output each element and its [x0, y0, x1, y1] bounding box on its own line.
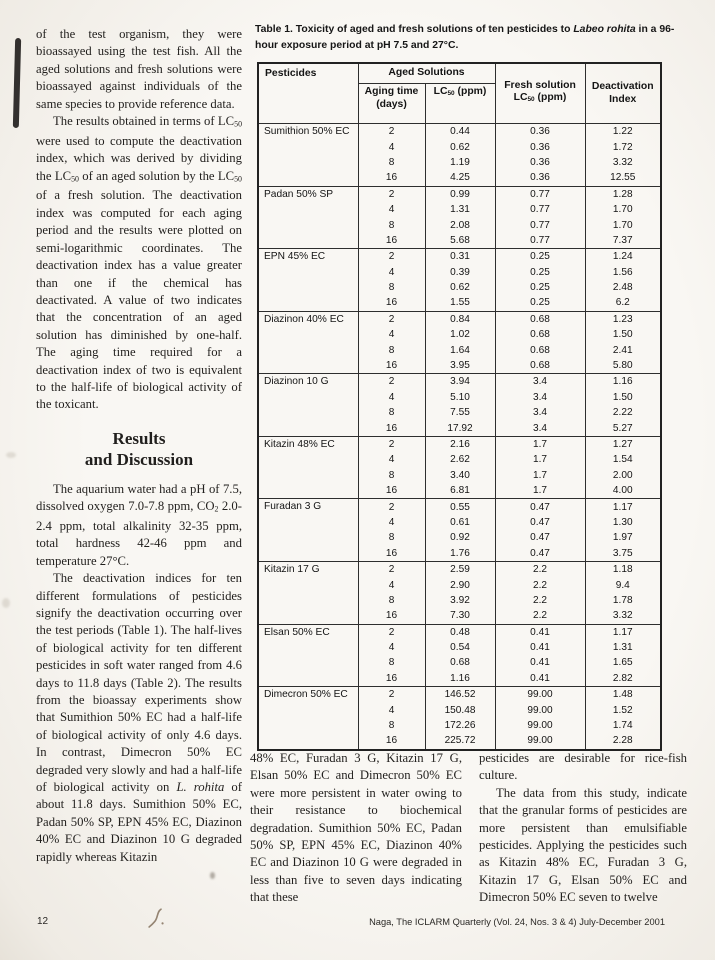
value-cell: 2 [358, 124, 425, 140]
pesticide-name-cell: Elsan 50% EC [258, 624, 358, 687]
value-cell: 0.47 [495, 499, 585, 515]
value-cell: 2.22 [585, 405, 661, 420]
value-cell: 8 [358, 342, 425, 357]
value-cell: 172.26 [425, 718, 495, 733]
scan-smudge [6, 452, 16, 458]
value-cell: 2.2 [495, 561, 585, 577]
value-cell: 1.50 [585, 327, 661, 342]
value-cell: 2.62 [425, 452, 495, 467]
pesticide-name-cell: Dimecron 50% EC [258, 687, 358, 750]
value-cell: 146.52 [425, 687, 495, 703]
value-cell: 0.77 [495, 217, 585, 232]
value-cell: 1.31 [585, 640, 661, 655]
value-cell: 4 [358, 265, 425, 280]
value-cell: 16 [358, 233, 425, 249]
value-cell: 0.61 [425, 515, 495, 530]
header-deactivation-index [585, 63, 661, 124]
body-paragraph: of the test organism, they were bioassayed using the test fish. All the aged solutions and fresh solutions were bioassayed against individuals of the same species to provide reference data. [36, 27, 242, 111]
table-header [258, 63, 661, 124]
value-cell: 0.92 [425, 530, 495, 545]
value-cell: 1.76 [425, 546, 495, 562]
value-cell: 16 [358, 546, 425, 562]
header-aged-lc50 [425, 84, 495, 124]
value-cell: 0.47 [495, 546, 585, 562]
value-cell: 4 [358, 640, 425, 655]
value-cell: 8 [358, 593, 425, 608]
value-cell: 8 [358, 718, 425, 733]
value-cell: 17.92 [425, 420, 495, 436]
value-cell: 1.24 [585, 249, 661, 265]
value-cell: 0.41 [495, 655, 585, 670]
value-cell: 2.59 [425, 561, 495, 577]
section-heading: Results and Discussion [84, 428, 194, 469]
value-cell: 1.52 [585, 702, 661, 717]
header-fresh-solution [495, 63, 585, 124]
value-cell: 0.77 [495, 233, 585, 249]
value-cell: 0.48 [425, 624, 495, 640]
value-cell: 16 [358, 170, 425, 186]
body-paragraph: The results obtained in terms of LC50 were used to compute the deactivation index, which was derived by dividing the LC50 of an aged solution by the LC50 of a fresh solution. The deactivation index was computed for each aging period and the results were plotted on semi-logarithmic coordinates. The deactivation index has a value greater than one if the chemical has deactivated. A value of two indicates that the concentration of an aged solution has diminished by one-half. The aging time required for a deactivation index of two is equivalent to the half-life of biological activity of the toxicant. [36, 114, 242, 412]
value-cell: 1.16 [585, 374, 661, 390]
value-cell: 3.4 [495, 374, 585, 390]
value-cell: 16 [358, 295, 425, 311]
value-cell: 1.7 [495, 436, 585, 452]
value-cell: 1.54 [585, 452, 661, 467]
value-cell: 7.37 [585, 233, 661, 249]
header-aging-line2: (days) [376, 98, 407, 110]
value-cell: 1.17 [585, 499, 661, 515]
header-aged-solutions: Aged Solutions [358, 63, 495, 84]
value-cell: 8 [358, 217, 425, 232]
value-cell: 0.62 [425, 280, 495, 295]
body-paragraph: 48% EC, Furadan 3 G, Kitazin 17 G, Elsan 50% EC and Dimecron 50% EC were more persistent in water owing to their resistance to biochemical degradation. Sumithion 50% EC, Padan 50% SP, EPN 45% EC, Diazinon 40% EC and Diazinon 10 G were degraded in less than five to seven days indicating that these [250, 751, 462, 905]
value-cell: 1.97 [585, 530, 661, 545]
value-cell: 3.94 [425, 374, 495, 390]
value-cell: 8 [358, 405, 425, 420]
value-cell: 0.54 [425, 640, 495, 655]
value-cell: 0.68 [425, 655, 495, 670]
table-body [258, 124, 661, 750]
pesticide-name-cell: Furadan 3 G [258, 499, 358, 562]
value-cell: 16 [358, 358, 425, 374]
value-cell: 4 [358, 139, 425, 154]
value-cell: 0.44 [425, 124, 495, 140]
value-cell: 8 [358, 468, 425, 483]
value-cell: 0.62 [425, 139, 495, 154]
value-cell: 0.47 [495, 515, 585, 530]
value-cell: 6.2 [585, 295, 661, 311]
value-cell: 16 [358, 608, 425, 624]
value-cell: 4 [358, 577, 425, 592]
value-cell: 4 [358, 202, 425, 217]
value-cell: 0.68 [495, 358, 585, 374]
value-cell: 0.36 [495, 155, 585, 170]
pesticide-name-cell: Diazinon 10 G [258, 374, 358, 437]
table-title-line-1: Table 1. Toxicity of aged and fresh solutions of ten pesticides to Labeo rohita in a 96- [255, 24, 675, 35]
value-cell: 1.65 [585, 655, 661, 670]
header-deactivation-line1: Deactivation [591, 81, 654, 92]
value-cell: 1.70 [585, 202, 661, 217]
value-cell: 4 [358, 390, 425, 405]
value-cell: 5.80 [585, 358, 661, 374]
pesticide-name-cell: Padan 50% SP [258, 186, 358, 249]
value-cell: 0.41 [495, 640, 585, 655]
value-cell: 0.99 [425, 186, 495, 202]
value-cell: 2 [358, 374, 425, 390]
value-cell: 2.82 [585, 671, 661, 687]
value-cell: 0.68 [495, 311, 585, 327]
scan-smudge [210, 872, 215, 879]
value-cell: 0.36 [495, 170, 585, 186]
value-cell: 0.77 [495, 186, 585, 202]
body-paragraph: The aquarium water had a pH of 7.5, dissolved oxygen 7.0-7.8 ppm, CO2 2.0-2.4 ppm, total alkalinity 32-35 ppm, total hardness 42-46 ppm and temperature 27°C. [36, 481, 242, 568]
value-cell: 16 [358, 483, 425, 499]
table-row [258, 186, 661, 202]
value-cell: 1.23 [585, 311, 661, 327]
table-1 [257, 62, 662, 751]
value-cell: 3.4 [495, 405, 585, 420]
footer-page-number: 12 [37, 916, 49, 927]
value-cell: 1.7 [495, 483, 585, 499]
pesticide-name-cell: Kitazin 17 G [258, 561, 358, 624]
value-cell: 2.2 [495, 608, 585, 624]
value-cell: 0.41 [495, 624, 585, 640]
value-cell: 0.25 [495, 249, 585, 265]
value-cell: 2 [358, 186, 425, 202]
value-cell: 3.40 [425, 468, 495, 483]
value-cell: 3.92 [425, 593, 495, 608]
table-row [258, 436, 661, 452]
value-cell: 2.2 [495, 577, 585, 592]
value-cell: 0.36 [495, 139, 585, 154]
table-title [255, 22, 707, 53]
value-cell: 16 [358, 671, 425, 687]
value-cell: 3.32 [585, 608, 661, 624]
value-cell: 1.27 [585, 436, 661, 452]
value-cell: 2 [358, 436, 425, 452]
value-cell: 2.48 [585, 280, 661, 295]
value-cell: 6.81 [425, 483, 495, 499]
pen-mark-artifact [145, 905, 174, 934]
value-cell: 8 [358, 530, 425, 545]
value-cell: 0.25 [495, 265, 585, 280]
value-cell: 16 [358, 733, 425, 749]
bottom-middle-text-column [250, 750, 462, 907]
value-cell: 99.00 [495, 687, 585, 703]
value-cell: 1.48 [585, 687, 661, 703]
value-cell: 1.19 [425, 155, 495, 170]
pesticide-name-cell: Kitazin 48% EC [258, 436, 358, 499]
value-cell: 0.25 [495, 280, 585, 295]
table-row [258, 687, 661, 703]
value-cell: 8 [358, 655, 425, 670]
value-cell: 1.28 [585, 186, 661, 202]
value-cell: 8 [358, 280, 425, 295]
value-cell: 8 [358, 155, 425, 170]
table-row [258, 311, 661, 327]
value-cell: 5.68 [425, 233, 495, 249]
scan-smudge [2, 598, 10, 608]
value-cell: 150.48 [425, 702, 495, 717]
value-cell: 99.00 [495, 702, 585, 717]
footer-journal-citation: Naga, The ICLARM Quarterly (Vol. 24, Nos. 3 & 4) July-December 2001 [369, 917, 665, 927]
value-cell: 4 [358, 327, 425, 342]
value-cell: 2.16 [425, 436, 495, 452]
value-cell: 2.28 [585, 733, 661, 749]
left-text-column [36, 26, 242, 866]
body-paragraph: The deactivation indices for ten different formulations of pesticides signify the deactivation occurring over the test periods (Table 1). The half-lives of biological activity for ten different pesticides in soft water ranged from 4.6 days to 11.8 days (Table 2). The results from the bioassay experiments show that Sumithion 50% EC had a half-life of biological activity of only 4.6 days. In contrast, Dimecron 50% EC degraded very slowly and had a half-life of biological activity on L. rohita of about 11.8 days. Sumithion 50% EC, Padan 50% SP, EPN 45% EC, Diazinon 40% EC and Diazinon 10 G degraded rapidly whereas Kitazin [36, 571, 242, 864]
body-paragraph: pesticides are desirable for rice-fish culture. [479, 751, 687, 783]
value-cell: 2.08 [425, 217, 495, 232]
table-title-line-2: hour exposure period at pH 7.5 and 27°C. [255, 39, 459, 51]
header-aged-lc50-text: LC50 (ppm) [433, 86, 487, 98]
value-cell: 0.41 [495, 671, 585, 687]
value-cell: 5.10 [425, 390, 495, 405]
header-aging-time [358, 84, 425, 124]
value-cell: 2 [358, 624, 425, 640]
value-cell: 3.95 [425, 358, 495, 374]
value-cell: 4.00 [585, 483, 661, 499]
value-cell: 1.17 [585, 624, 661, 640]
value-cell: 1.55 [425, 295, 495, 311]
value-cell: 5.27 [585, 420, 661, 436]
pesticide-name-cell: Diazinon 40% EC [258, 311, 358, 374]
value-cell: 4 [358, 702, 425, 717]
toxicity-table [257, 62, 662, 751]
value-cell: 0.31 [425, 249, 495, 265]
pesticide-name-cell: EPN 45% EC [258, 249, 358, 312]
value-cell: 1.72 [585, 139, 661, 154]
value-cell: 2 [358, 561, 425, 577]
value-cell: 1.56 [585, 265, 661, 280]
scan-edge-black-bar [13, 38, 21, 128]
value-cell: 2 [358, 249, 425, 265]
value-cell: 16 [358, 420, 425, 436]
value-cell: 1.31 [425, 202, 495, 217]
value-cell: 0.25 [495, 295, 585, 311]
value-cell: 1.16 [425, 671, 495, 687]
value-cell: 1.7 [495, 452, 585, 467]
value-cell: 3.75 [585, 546, 661, 562]
header-pesticides: Pesticides [265, 68, 317, 79]
table-row [258, 374, 661, 390]
value-cell: 0.84 [425, 311, 495, 327]
pesticide-name-cell: Sumithion 50% EC [258, 124, 358, 187]
value-cell: 0.68 [495, 327, 585, 342]
value-cell: 0.77 [495, 202, 585, 217]
value-cell: 4 [358, 452, 425, 467]
value-cell: 2.90 [425, 577, 495, 592]
value-cell: 2.2 [495, 593, 585, 608]
value-cell: 7.55 [425, 405, 495, 420]
value-cell: 0.68 [495, 342, 585, 357]
value-cell: 99.00 [495, 718, 585, 733]
value-cell: 1.30 [585, 515, 661, 530]
table-row [258, 561, 661, 577]
value-cell: 2 [358, 311, 425, 327]
table-row [258, 499, 661, 515]
value-cell: 0.39 [425, 265, 495, 280]
value-cell: 99.00 [495, 733, 585, 749]
value-cell: 1.18 [585, 561, 661, 577]
value-cell: 9.4 [585, 577, 661, 592]
value-cell: 1.78 [585, 593, 661, 608]
value-cell: 1.64 [425, 342, 495, 357]
value-cell: 0.47 [495, 530, 585, 545]
header-aging-line1: Aging time [364, 86, 419, 97]
value-cell: 2 [358, 499, 425, 515]
value-cell: 1.70 [585, 217, 661, 232]
value-cell: 0.36 [495, 124, 585, 140]
value-cell: 3.4 [495, 390, 585, 405]
value-cell: 3.4 [495, 420, 585, 436]
value-cell: 1.22 [585, 124, 661, 140]
bottom-right-text-column [479, 750, 687, 907]
body-paragraph: The data from this study, indicate that the granular forms of pesticides are more persistent than emulsifiable pesticides. Applying the pesticides such as Kitazin 48% EC, Furadan 3 G, Kitazin 17 G, Elsan 50% EC and Dimecron 50% EC seven to twelve [479, 785, 687, 905]
value-cell: 7.30 [425, 608, 495, 624]
table-row [258, 624, 661, 640]
header-fresh-line1: Fresh solution [504, 79, 576, 91]
header-deactivation-line2: Index [609, 93, 637, 105]
value-cell: 12.55 [585, 170, 661, 186]
table-row [258, 124, 661, 140]
value-cell: 4 [358, 515, 425, 530]
value-cell: 1.02 [425, 327, 495, 342]
value-cell: 2.41 [585, 342, 661, 357]
header-fresh-lc50: LC50 (ppm) [513, 92, 567, 104]
value-cell: 2.00 [585, 468, 661, 483]
value-cell: 4.25 [425, 170, 495, 186]
value-cell: 1.7 [495, 468, 585, 483]
value-cell: 1.50 [585, 390, 661, 405]
value-cell: 2 [358, 687, 425, 703]
value-cell: 3.32 [585, 155, 661, 170]
value-cell: 0.55 [425, 499, 495, 515]
table-row [258, 249, 661, 265]
value-cell: 1.74 [585, 718, 661, 733]
value-cell: 225.72 [425, 733, 495, 749]
